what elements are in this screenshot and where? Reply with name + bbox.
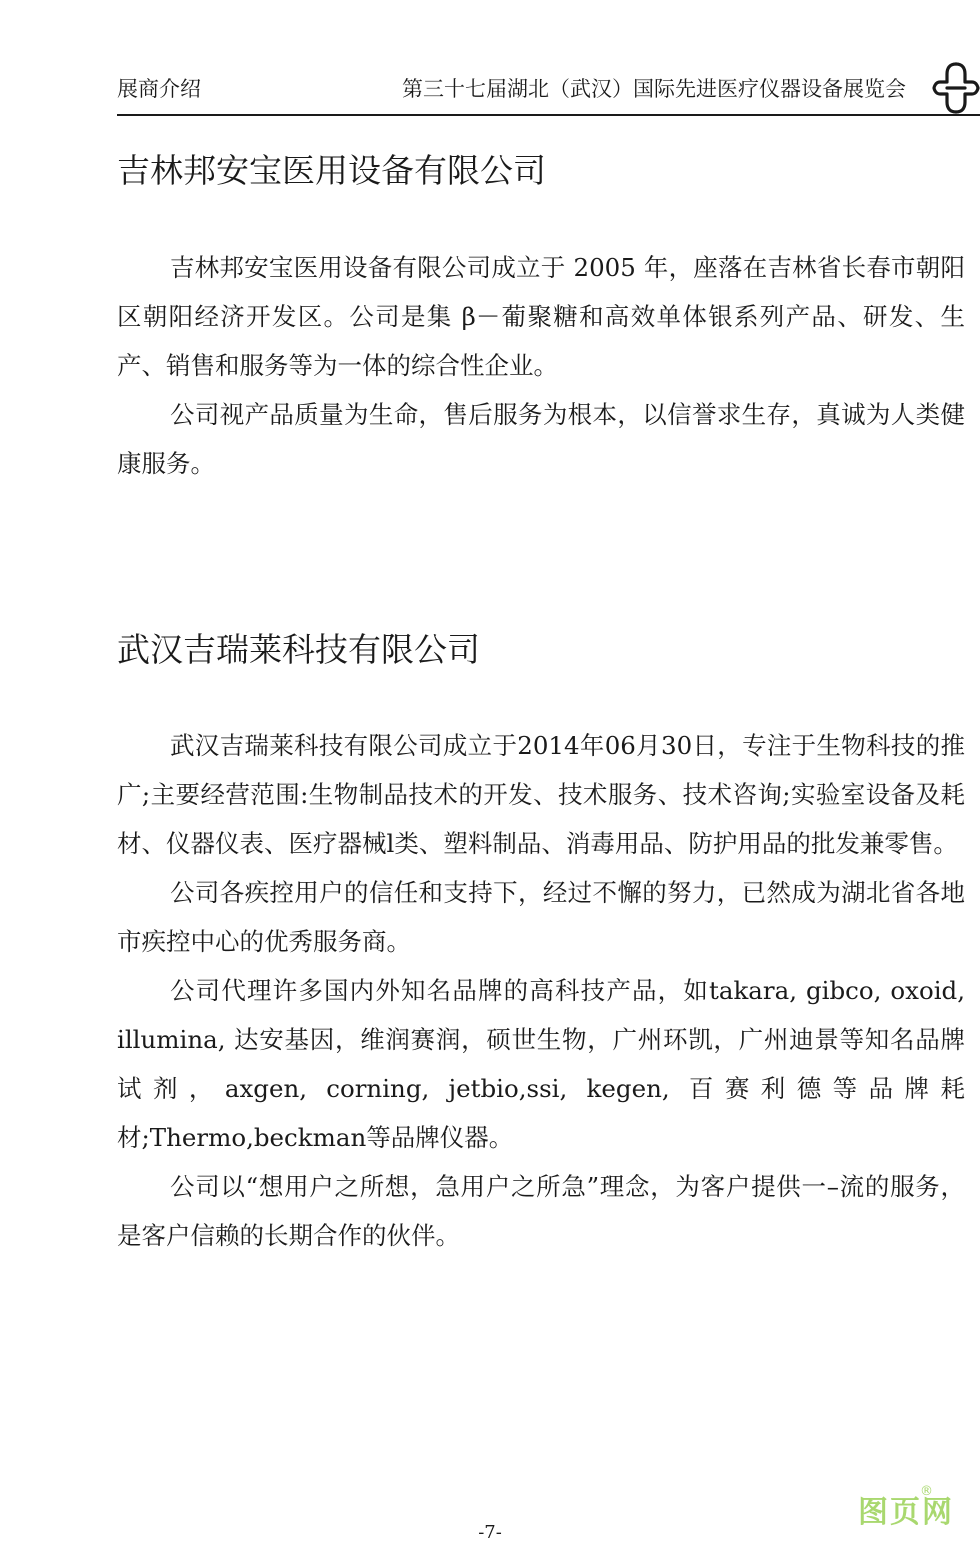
paragraph: 吉林邦安宝医用设备有限公司成立于 2005 年，座落在吉林省长春市朝阳区朝阳经济开发区。公司是集 β－葡聚糖和高效单体银系列产品、研发、生产、销售和服务等为一体的综合性企业。 xyxy=(117,253,965,380)
company-description-1 xyxy=(117,243,965,488)
header-section-label: 展商介绍 xyxy=(117,77,201,101)
paragraph: 公司视产品质量为生命，售后服务为根本，以信誉求生存，真诚为人类健康服务。 xyxy=(117,400,965,478)
company-name-1: 吉林邦安宝医用设备有限公司 xyxy=(117,151,546,190)
watermark-logo: 图页网 xyxy=(858,1495,954,1530)
paragraph: 武汉吉瑞莱科技有限公司成立于2014年06月30日，专注于生物科技的推广;主要经营范围:生物制品技术的开发、技术服务、技术咨询;实验室设备及耗材、仪器仪表、医疗器械l类、塑料制品、消毒用品、防护用品的批发兼零售。 xyxy=(117,731,965,858)
company-description-2 xyxy=(117,721,965,1260)
paragraph: 公司各疾控用户的信任和支持下，经过不懈的努力，已然成为湖北省各地市疾控中心的优秀服务商。 xyxy=(117,878,965,956)
company-name-2: 武汉吉瑞莱科技有限公司 xyxy=(117,630,480,669)
header-event-title: 第三十七届湖北（武汉）国际先进医疗仪器设备展览会 xyxy=(402,77,906,101)
paragraph: 公司以“想用户之所想，急用户之所急”理念，为客户提供一–流的服务，是客户信赖的长期合作的伙伴。 xyxy=(117,1172,965,1250)
watermark-registered-mark: ® xyxy=(920,1484,933,1499)
page-number: -7- xyxy=(478,1522,502,1543)
paragraph: 公司代理许多国内外知名品牌的高科技产品，如takara, gibco, oxoid, illumina, 达安基因，维润赛润，硕世生物，广州环凯，广州迪景等知名品牌试剂，axgen, corning, jetbio,ssi, kegen, 百赛利德等品牌耗材;Thermo,beckman等品牌仪器。 xyxy=(117,976,965,1152)
header-divider xyxy=(117,114,980,116)
cross-ribbon-logo-icon xyxy=(932,60,980,116)
